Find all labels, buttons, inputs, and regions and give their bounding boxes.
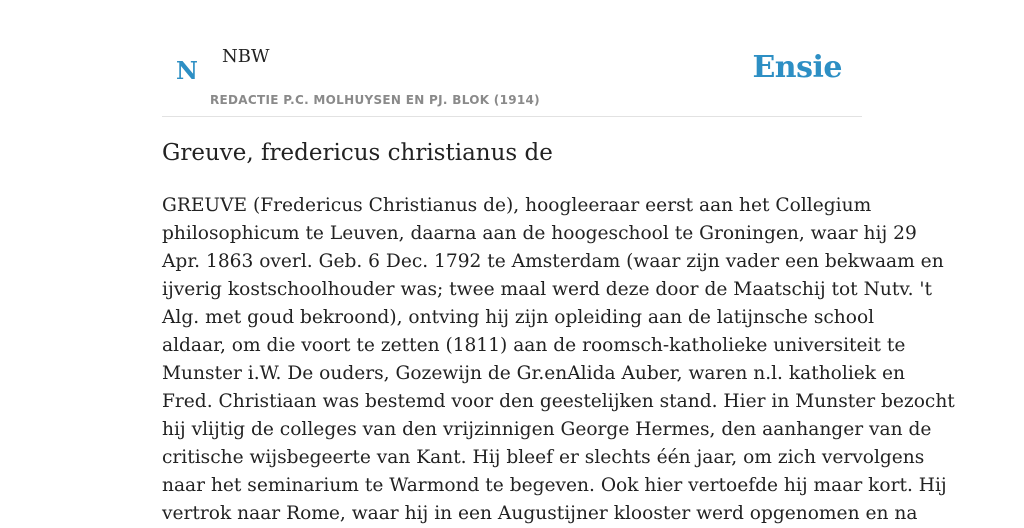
body-line: philosophicum te Leuven, daarna aan de hoogeschool te Groningen, waar hij 29 (162, 223, 917, 244)
article-title: Greuve, fredericus christianus de (162, 140, 553, 166)
body-line: aldaar, om die voort te zetten (1811) aan de roomsch-katholieke universiteit te (162, 335, 906, 356)
body-line: ijverig kostschoolhouder was; twee maal werd deze door de Maatschij tot Nutv. 't (162, 279, 932, 300)
body-line: critische wijsbegeerte van Kant. Hij bleef er slechts één jaar, om zich vervolgens (162, 447, 925, 468)
source-subtitle: REDACTIE P.C. MOLHUYSEN EN PJ. BLOK (1914) (210, 93, 540, 107)
body-line: Fred. Christiaan was bestemd voor den geestelijken stand. Hier in Munster bezocht (162, 391, 955, 412)
body-line: Alg. met goud bekroond), ontving hij zijn opleiding aan de latijnsche school (162, 307, 875, 328)
body-line: Munster i.W. De ouders, Gozewijn de Gr.enAlida Auber, waren n.l. katholiek en (162, 363, 905, 384)
source-title[interactable]: NBW (222, 46, 270, 67)
brand-logo[interactable]: Ensie (752, 50, 842, 85)
body-line: vertrok naar Rome, waar hij in een Augustijner klooster werd opgenomen en na (162, 503, 918, 524)
source-header (162, 0, 862, 117)
body-line: naar het seminarium te Warmond te begeven. Ook hier vertoefde hij maar kort. Hij (162, 475, 947, 496)
body-line: hij vlijtig de colleges van den vrijzinnigen George Hermes, den aanhanger van de (162, 419, 932, 440)
source-logo[interactable]: N (176, 56, 198, 85)
body-line: Apr. 1863 overl. Geb. 6 Dec. 1792 te Amsterdam (waar zijn vader een bekwaam en (162, 251, 944, 272)
body-line: GREUVE (Fredericus Christianus de), hoogleeraar eerst aan het Collegium (162, 195, 872, 216)
article-body (162, 192, 955, 528)
